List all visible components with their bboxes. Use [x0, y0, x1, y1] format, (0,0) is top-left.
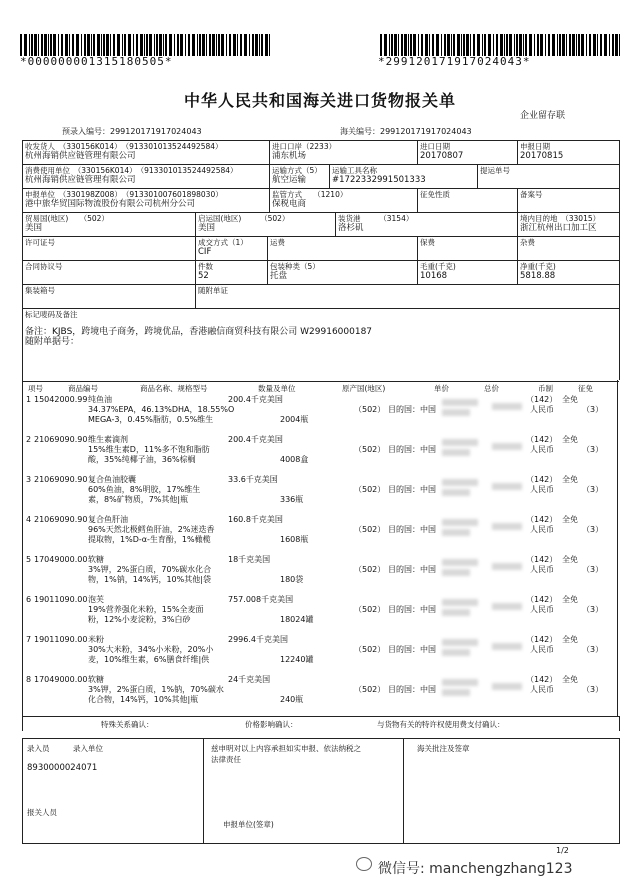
- item-spec-2: 麦，10%维生素，6%膳食纤维|供: [88, 655, 210, 664]
- item-origin-code: （502）: [354, 565, 386, 574]
- item-qty-1: 160.8千克美国: [228, 515, 283, 524]
- redacted-price: [492, 523, 522, 530]
- redacted-price: [492, 603, 522, 610]
- item-tax: 全免: [562, 595, 578, 604]
- item-no: 3: [26, 475, 32, 484]
- item-currency: 人民币: [530, 565, 554, 574]
- item-code: 15042000.99: [34, 395, 88, 404]
- item-no: 7: [26, 635, 32, 644]
- redacted-price: [442, 689, 470, 696]
- item-tax: 全免: [562, 395, 578, 404]
- declarer-label: 报关人员: [27, 808, 57, 817]
- item-currency: 人民币: [530, 405, 554, 414]
- declare-date-cell: 申报日期 20170815: [517, 141, 619, 165]
- item-code: 21069090.90: [34, 435, 88, 444]
- tax-nature-cell: 征免性质: [417, 189, 517, 213]
- redacted-price: [442, 679, 478, 686]
- contract-no-cell: 合同协议号: [25, 262, 63, 271]
- item-dest: 目的国：中国: [388, 485, 436, 494]
- item-qty-2: 2004瓶: [280, 415, 309, 424]
- redacted-price: [492, 563, 522, 570]
- item-dest: 目的国：中国: [388, 565, 436, 574]
- confirm-row: 特殊关系确认： 价格影响确认： 与货物有关的特许权使用费支付确认：: [22, 716, 620, 731]
- redacted-price: [442, 479, 478, 486]
- item-tax: 全免: [562, 635, 578, 644]
- item-no: 8: [26, 675, 32, 684]
- item-spec-2: 化合物，14%钙，10%其他|瓶: [88, 695, 199, 704]
- item-qty-2: 4008盒: [280, 455, 309, 464]
- barcode-left-number: *000000001315180505*: [20, 55, 173, 68]
- item-tax-code: （3）: [582, 485, 604, 494]
- declarant-cell: 申报单位 （330198Z008） （913301007601898030） 港中旅华贸国际物流股份有限公司杭州分公司: [25, 190, 223, 209]
- insurance-cell: 保费: [417, 237, 517, 261]
- origin-country-cell: 启运国(地区) （502） 美国: [195, 213, 335, 237]
- item-spec-2: 素，8%矿物质，7%其他|瓶: [88, 495, 189, 504]
- entry-unit-label: 录入单位: [73, 744, 103, 753]
- item-origin-code: （502）: [354, 685, 386, 694]
- entry-person-label: 录入员: [27, 744, 50, 753]
- misc-cell: 杂费: [517, 237, 619, 261]
- item-name: 复合鱼油胶囊: [88, 475, 136, 484]
- item-tax: 全免: [562, 675, 578, 684]
- item-code: 21069090.90: [34, 515, 88, 524]
- item-origin-code: （502）: [354, 405, 386, 414]
- form-title: 中华人民共和国海关进口货物报关单: [183, 91, 456, 110]
- barcode-left: [20, 34, 271, 56]
- item-origin-code: （502）: [354, 485, 386, 494]
- pre-entry-no: 预录入编号：299120171917024043: [62, 127, 202, 136]
- item-tax: 全免: [562, 515, 578, 524]
- redacted-price: [492, 683, 522, 690]
- deal-mode-cell: 成交方式（1） CIF: [195, 237, 267, 261]
- item-tax: 全免: [562, 475, 578, 484]
- item-tax: 全免: [562, 555, 578, 564]
- item-spec-1: 96%天然北极鳕鱼肝油，2%迷迭香: [88, 525, 215, 534]
- item-code: 21069090.90: [34, 475, 88, 484]
- item-qty-1: 200.4千克美国: [228, 435, 283, 444]
- redacted-price: [442, 649, 470, 656]
- redacted-price: [442, 399, 478, 406]
- item-qty-2: 240瓶: [280, 695, 304, 704]
- record-no-cell: 备案号: [517, 189, 619, 213]
- item-name: 复合鱼肝油: [88, 515, 128, 524]
- item-qty-2: 336瓶: [280, 495, 304, 504]
- item-dest: 目的国：中国: [388, 685, 436, 694]
- item-no: 4: [26, 515, 32, 524]
- item-tax-code: （3）: [582, 685, 604, 694]
- header-grid: [22, 140, 620, 380]
- item-currency: 人民币: [530, 525, 554, 534]
- item-qty-2: 18024罐: [280, 615, 314, 624]
- item-name: 米粉: [88, 635, 104, 644]
- freight-cell: 运费: [267, 237, 417, 261]
- item-origin-code: （502）: [354, 525, 386, 534]
- item-qty-1: 18千克美国: [228, 555, 271, 564]
- item-currency-code: （142）: [526, 675, 558, 684]
- item-no: 1: [26, 395, 32, 404]
- transport-mode-cell: 运输方式（5） 航空运输: [269, 165, 329, 189]
- item-dest: 目的国：中国: [388, 405, 436, 414]
- item-name: 纯鱼油: [88, 395, 112, 404]
- entry-no: 8930000024071: [27, 763, 98, 773]
- declaration-text: 兹申明对以上内容承担如实申报、依法纳税之法律责任: [211, 744, 361, 764]
- item-spec-1: 30%大米粉，34%小米粉，20%小: [88, 645, 214, 654]
- item-spec-1: 15%维生素D，11%多不饱和脂肪: [88, 445, 210, 454]
- redacted-price: [442, 529, 470, 536]
- item-qty-1: 24千克美国: [228, 675, 271, 684]
- item-spec-1: 3%钾，2%蛋白质，1%钠，70%碳水: [88, 685, 224, 694]
- item-currency-code: （142）: [526, 635, 558, 644]
- transit-port-cell: 装货港 （3154） 洛杉矶: [335, 213, 517, 237]
- item-currency: 人民币: [530, 685, 554, 694]
- attached-docs-cell: 随附单证: [195, 285, 619, 309]
- item-spec-2: MEGA-3，0.45%脂肪，0.5%维生: [88, 415, 214, 424]
- redacted-price: [492, 403, 522, 410]
- item-currency-code: （142）: [526, 515, 558, 524]
- redacted-price: [442, 609, 470, 616]
- bill-no-cell: 提运单号: [477, 165, 619, 189]
- item-currency-code: （142）: [526, 475, 558, 484]
- item-dest: 目的国：中国: [388, 645, 436, 654]
- pieces-cell: 件数 52: [195, 261, 267, 285]
- redacted-price: [442, 559, 478, 566]
- item-qty-1: 200.4千克美国: [228, 395, 283, 404]
- net-weight-cell: 净重(千克) 5818.88: [517, 261, 619, 285]
- item-spec-2: 粉，12%小麦淀粉，3%白砂: [88, 615, 191, 624]
- item-qty-1: 33.6千克美国: [228, 475, 278, 484]
- item-code: 17049000.00: [34, 555, 88, 564]
- package-cell: 包装种类（5） 托盘: [267, 261, 417, 285]
- container-no-cell: 集装箱号: [25, 286, 55, 295]
- item-currency: 人民币: [530, 605, 554, 614]
- item-origin-code: （502）: [354, 645, 386, 654]
- item-no: 5: [26, 555, 32, 564]
- item-qty-1: 757.008千克美国: [228, 595, 294, 604]
- item-currency: 人民币: [530, 645, 554, 654]
- gross-weight-cell: 毛重(千克) 10168: [417, 261, 517, 285]
- copy-label: 企业留存联: [520, 111, 566, 121]
- item-spec-2: 提取物，1%D-α-生育酚，1%橄榄: [88, 535, 211, 544]
- item-qty-2: 180袋: [280, 575, 304, 584]
- item-spec-1: 19%营养强化米粉，15%全麦面: [88, 605, 204, 614]
- redacted-price: [442, 569, 470, 576]
- redacted-price: [442, 639, 478, 646]
- marks-remarks-cell: 标记唛码及备注 备注：KJBS，跨境电子商务，跨境优品，香港融信商贸科技有限公司 W29916000187 随附单据号：: [25, 310, 373, 347]
- declare-seal-label: 申报单位(签章): [223, 820, 274, 829]
- item-tax-code: （3）: [582, 605, 604, 614]
- page-number: 1/2: [556, 846, 569, 855]
- redacted-price: [492, 643, 522, 650]
- wechat-icon: [356, 857, 372, 871]
- item-name: 软糖: [88, 555, 104, 564]
- item-tax-code: （3）: [582, 405, 604, 414]
- redacted-price: [442, 599, 478, 606]
- item-code: 17049000.00: [34, 675, 88, 684]
- import-port-cell: 进口口岸（2233） 浦东机场: [269, 141, 417, 165]
- consumer-cell: 消费使用单位 （330156K014） （913301013524492584） 杭州海销供应链管理有限公司: [25, 166, 238, 185]
- goods-header: 项号 商品编号 商品名称、规格型号 数量及单位 原产国(地区) 单价 总价 币制 征免: [28, 384, 593, 393]
- item-origin-code: （502）: [354, 605, 386, 614]
- item-currency-code: （142）: [526, 395, 558, 404]
- item-dest: 目的国：中国: [388, 445, 436, 454]
- item-tax-code: （3）: [582, 565, 604, 574]
- item-no: 6: [26, 595, 32, 604]
- redacted-price: [492, 443, 522, 450]
- customs-note-label: 海关批注及签章: [417, 744, 470, 753]
- item-dest: 目的国：中国: [388, 525, 436, 534]
- wechat-watermark: 微信号: manchengzhang123: [378, 861, 573, 877]
- item-code: 19011090.00: [34, 595, 88, 604]
- item-dest: 目的国：中国: [388, 605, 436, 614]
- item-spec-1: 34.37%EPA，46.13%DHA，18.55%O: [88, 405, 235, 414]
- item-tax-code: （3）: [582, 445, 604, 454]
- barcode-right: [380, 34, 621, 56]
- redacted-price: [442, 439, 478, 446]
- item-code: 19011090.00: [34, 635, 88, 644]
- item-name: 软糖: [88, 675, 104, 684]
- item-tax-code: （3）: [582, 525, 604, 534]
- item-currency-code: （142）: [526, 555, 558, 564]
- item-qty-2: 12240罐: [280, 655, 314, 664]
- item-currency-code: （142）: [526, 435, 558, 444]
- item-name: 维生素滴剂: [88, 435, 128, 444]
- redacted-price: [492, 483, 522, 490]
- item-currency-code: （142）: [526, 595, 558, 604]
- domestic-dest-cell: 境内目的地 （33015） 浙江杭州出口加工区: [517, 213, 619, 237]
- item-spec-1: 3%钾，2%蛋白质，70%碳水化合: [88, 565, 212, 574]
- item-currency: 人民币: [530, 485, 554, 494]
- item-origin-code: （502）: [354, 445, 386, 454]
- consignee-cell: 收发货人 （330156K014） （913301013524492584） 杭州海销供应链管理有限公司: [25, 142, 223, 161]
- import-date-cell: 进口日期 20170807: [417, 141, 517, 165]
- redacted-price: [442, 449, 470, 456]
- item-name: 泡芙: [88, 595, 104, 604]
- redacted-price: [442, 519, 478, 526]
- item-tax-code: （3）: [582, 645, 604, 654]
- footer-block: [22, 738, 620, 844]
- item-tax: 全免: [562, 435, 578, 444]
- item-spec-2: 物，1%钠，14%钙，10%其他|袋: [88, 575, 211, 584]
- item-currency: 人民币: [530, 445, 554, 454]
- item-qty-2: 1608瓶: [280, 535, 309, 544]
- item-spec-1: 60%鱼油，8%明胶，17%维生: [88, 485, 201, 494]
- goods-frame: [22, 380, 618, 716]
- item-no: 2: [26, 435, 32, 444]
- supervision-cell: 监管方式 （1210） 保税电商: [269, 189, 417, 213]
- license-no-cell: 许可证号: [25, 238, 55, 247]
- customs-no: 海关编号：299120171917024043: [340, 127, 472, 136]
- item-spec-2: 酸，35%纯椰子油，36%棕榈: [88, 455, 196, 464]
- item-qty-1: 2996.4千克美国: [228, 635, 288, 644]
- redacted-price: [442, 489, 470, 496]
- redacted-price: [442, 409, 470, 416]
- transport-tool-cell: 运输工具名称 #1722332991501333: [329, 165, 477, 189]
- trade-country-cell: 贸易国(地区) （502） 美国: [25, 214, 109, 233]
- barcode-right-number: *299120171917024043*: [378, 55, 531, 68]
